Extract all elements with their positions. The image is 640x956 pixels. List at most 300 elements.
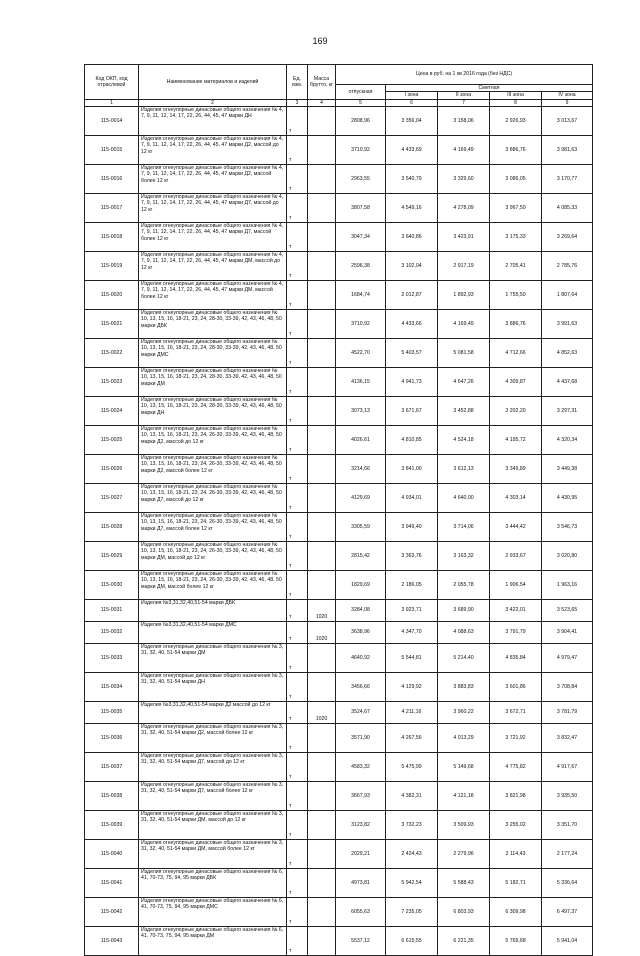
cell-release-price: 3305,59 <box>336 512 386 541</box>
cell-zone-4-price: 4 085,33 <box>542 193 593 222</box>
cell-name: Изделия огнеупорные динасовые общего назначения № 6, 41, 70-73, 75, 94, 95 марки ДМ <box>139 926 287 955</box>
cell-code: 115-0043 <box>85 926 139 955</box>
cell-unit: т <box>287 752 308 781</box>
cell-mass <box>308 926 336 955</box>
cell-mass: 1020 <box>308 621 336 643</box>
cell-mass <box>308 868 336 897</box>
cell-zone-3-price: 3 721,92 <box>490 723 542 752</box>
cell-zone-3-price: 2 705,41 <box>490 251 542 280</box>
table-row <box>85 810 593 839</box>
table-row <box>85 701 593 723</box>
cell-zone-4-price: 3 981,63 <box>542 135 593 164</box>
cell-zone-1-price: 5 475,99 <box>386 752 438 781</box>
cell-zone-4-price: 3 013,67 <box>542 106 593 135</box>
cell-zone-4-price: 4 430,95 <box>542 483 593 512</box>
cell-zone-2-price: 3 689,90 <box>438 599 490 621</box>
cell-zone-3-price: 3 086,05 <box>490 164 542 193</box>
cell-zone-1-price: 2 012,87 <box>386 280 438 309</box>
header-unit: Ед. изм. <box>287 65 308 100</box>
cell-mass <box>308 570 336 599</box>
cell-release-price: 3710,92 <box>336 309 386 338</box>
cell-zone-2-price: 4 640,00 <box>438 483 490 512</box>
cell-zone-4-price: 4 852,63 <box>542 338 593 367</box>
cell-name: Изделия огнеупорные динасовые общего назначения № 4, 7, 9, 11, 12, 14, 17, 22, 26, 44, 45, 47 марки Д2, массой до 12 кг <box>139 135 287 164</box>
cell-zone-2-price: 3 714,06 <box>438 512 490 541</box>
cell-zone-3-price: 4 195,72 <box>490 425 542 454</box>
cell-mass <box>308 106 336 135</box>
cell-zone-2-price: 2 917,19 <box>438 251 490 280</box>
cell-mass <box>308 454 336 483</box>
column-number: 7 <box>438 99 490 106</box>
header-zone-4: IV зона <box>542 92 593 99</box>
cell-zone-3-price: 4 712,66 <box>490 338 542 367</box>
cell-mass <box>308 193 336 222</box>
cell-release-price: 2963,55 <box>336 164 386 193</box>
cell-unit: т <box>287 222 308 251</box>
cell-unit: т <box>287 570 308 599</box>
cell-zone-1-price: 3 671,67 <box>386 396 438 425</box>
cell-unit: т <box>287 106 308 135</box>
cell-zone-1-price: 5 403,57 <box>386 338 438 367</box>
cell-name: Изделия огнеупорные динасовые общего назначения № 10, 13, 15, 16, 18-21, 23, 24, 26-30, 33-39, 42, 43, 46, 48, 50 марки ДМ, массой до 12 кг <box>139 541 287 570</box>
header-zone-2: II зона <box>438 92 490 99</box>
cell-zone-3-price: 3 601,86 <box>490 672 542 701</box>
cell-name: Изделия огнеупорные динасовые общего назначения № 3, 31, 32, 40, 51-54 марки Д7, массой до 12 кг <box>139 752 287 781</box>
cell-unit: т <box>287 164 308 193</box>
header-code: Код ОКП, код отраслевой <box>85 65 139 100</box>
cell-name: Изделия огнеупорные динасовые общего назначения № 3, 31, 32, 40, 51-54 марки Д2, массой более 12 кг <box>139 723 287 752</box>
cell-unit: т <box>287 425 308 454</box>
cell-code: 115-0028 <box>85 512 139 541</box>
cell-mass <box>308 643 336 672</box>
cell-zone-4-price: 1 807,64 <box>542 280 593 309</box>
cell-unit: т <box>287 309 308 338</box>
table-row <box>85 106 593 135</box>
table-row <box>85 222 593 251</box>
cell-zone-2-price: 5 149,68 <box>438 752 490 781</box>
header-name: Наименование материалов и изделий <box>139 65 287 100</box>
page-number: 169 <box>312 36 328 46</box>
cell-release-price: 4129,69 <box>336 483 386 512</box>
cell-release-price: 5537,12 <box>336 926 386 955</box>
cell-zone-1-price: 6 615,55 <box>386 926 438 955</box>
cell-mass <box>308 897 336 926</box>
table-row <box>85 839 593 868</box>
cell-zone-3-price: 3 422,01 <box>490 599 542 621</box>
cell-code: 115-0042 <box>85 897 139 926</box>
cell-zone-2-price: 2 055,78 <box>438 570 490 599</box>
cell-zone-2-price: 6 803,93 <box>438 897 490 926</box>
column-number: 5 <box>336 99 386 106</box>
header-zone-1: I зона <box>386 92 438 99</box>
cell-zone-2-price: 3 612,13 <box>438 454 490 483</box>
cell-name: Изделия огнеупорные динасовые общего назначения № 3, 31, 32, 40, 51-54 марки Д7, массой более 12 кг <box>139 781 287 810</box>
cell-release-price: 4583,32 <box>336 752 386 781</box>
cell-zone-2-price: 3 452,88 <box>438 396 490 425</box>
cell-mass <box>308 541 336 570</box>
cell-zone-1-price: 4 267,56 <box>386 723 438 752</box>
cell-name: Изделия №3,31,32,40,51-54 марки ДМС <box>139 621 287 643</box>
cell-zone-2-price: 3 509,93 <box>438 810 490 839</box>
table-row <box>85 280 593 309</box>
table-row <box>85 781 593 810</box>
cell-zone-4-price: 4 320,34 <box>542 425 593 454</box>
cell-zone-2-price: 4 169,49 <box>438 135 490 164</box>
cell-zone-1-price: 3 540,79 <box>386 164 438 193</box>
table-body <box>85 106 593 955</box>
table-row <box>85 512 593 541</box>
cell-release-price: 2815,42 <box>336 541 386 570</box>
cell-zone-1-price: 4 347,70 <box>386 621 438 643</box>
cell-zone-4-price: 3 781,79 <box>542 701 593 723</box>
cell-name: Изделия №3,31,32,40,51-54 марки Д2 массой до 12 кг <box>139 701 287 723</box>
cell-release-price: 3524,67 <box>336 701 386 723</box>
cell-zone-1-price: 4 211,16 <box>386 701 438 723</box>
cell-name: Изделия огнеупорные динасовые общего назначения № 3, 31, 32, 40, 51-54 марки ДМ <box>139 643 287 672</box>
cell-zone-3-price: 4 775,82 <box>490 752 542 781</box>
cell-zone-4-price: 1 963,16 <box>542 570 593 599</box>
cell-zone-1-price: 3 732,23 <box>386 810 438 839</box>
cell-code: 115-0037 <box>85 752 139 781</box>
cell-zone-4-price: 4 437,68 <box>542 367 593 396</box>
cell-mass <box>308 280 336 309</box>
cell-code: 115-0026 <box>85 454 139 483</box>
table-row <box>85 752 593 781</box>
cell-name: Изделия огнеупорные динасовые общего назначения № 6, 41, 70-73, 75, 94, 95 марки ДБК <box>139 868 287 897</box>
cell-zone-1-price: 4 810,85 <box>386 425 438 454</box>
cell-zone-3-price: 6 309,98 <box>490 897 542 926</box>
header-estimate: Сметная <box>386 85 593 92</box>
table-row <box>85 599 593 621</box>
cell-zone-3-price: 3 255,02 <box>490 810 542 839</box>
cell-zone-1-price: 4 934,01 <box>386 483 438 512</box>
table-row <box>85 570 593 599</box>
cell-zone-2-price: 3 883,83 <box>438 672 490 701</box>
cell-release-price: 3073,13 <box>336 396 386 425</box>
cell-zone-1-price: 5 942,54 <box>386 868 438 897</box>
cell-zone-2-price: 4 169,49 <box>438 309 490 338</box>
cell-zone-2-price: 4 121,18 <box>438 781 490 810</box>
cell-code: 115-0031 <box>85 599 139 621</box>
cell-zone-2-price: 6 221,35 <box>438 926 490 955</box>
table-row <box>85 164 593 193</box>
cell-zone-3-price: 3 672,71 <box>490 701 542 723</box>
cell-name: Изделия огнеупорные динасовые общего назначения № 10, 13, 15, 16, 18-21, 23, 24, 26-30, 33-39, 42, 43, 46, 48, 50 марки Д2, массой до 12 кг <box>139 425 287 454</box>
header-mass: Масса брутто, кг <box>308 65 336 100</box>
cell-zone-2-price: 1 892,93 <box>438 280 490 309</box>
cell-zone-4-price: 3 351,70 <box>542 810 593 839</box>
cell-code: 115-0033 <box>85 643 139 672</box>
cell-release-price: 4522,70 <box>336 338 386 367</box>
cell-release-price: 3807,58 <box>336 193 386 222</box>
cell-name: Изделия огнеупорные динасовые общего назначения № 4, 7, 9, 11, 12, 14, 17, 22, 26, 44, 45, 47 марки ДМ, массой более 12 кг <box>139 280 287 309</box>
cell-unit: т <box>287 781 308 810</box>
column-number: 6 <box>386 99 438 106</box>
cell-name: Изделия огнеупорные динасовые общего назначения № 10, 13, 15, 16, 18-21, 23, 24, 26-30, 33-39, 42, 43, 46, 48, 50 марки Д7, массой более 12 кг <box>139 512 287 541</box>
cell-zone-3-price: 2 114,43 <box>490 839 542 868</box>
cell-unit: т <box>287 723 308 752</box>
cell-zone-3-price: 4 835,84 <box>490 643 542 672</box>
cell-release-price: 2029,21 <box>336 839 386 868</box>
cell-zone-1-price: 4 549,16 <box>386 193 438 222</box>
cell-zone-1-price: 3 363,76 <box>386 541 438 570</box>
cell-zone-4-price: 3 523,65 <box>542 599 593 621</box>
cell-unit: т <box>287 599 308 621</box>
cell-name: Изделия огнеупорные динасовые общего назначения № 4, 7, 9, 11, 12, 14, 17, 22, 26, 44, 45, 47 марки ДН <box>139 106 287 135</box>
cell-unit: т <box>287 868 308 897</box>
cell-zone-4-price: 3 904,41 <box>542 621 593 643</box>
cell-zone-1-price: 3 356,04 <box>386 106 438 135</box>
table-row <box>85 723 593 752</box>
cell-mass <box>308 752 336 781</box>
cell-zone-1-price: 4 941,73 <box>386 367 438 396</box>
cell-unit: т <box>287 454 308 483</box>
cell-zone-3-price: 3 886,76 <box>490 135 542 164</box>
cell-code: 115-0021 <box>85 309 139 338</box>
cell-zone-3-price: 3 821,98 <box>490 781 542 810</box>
cell-code: 115-0030 <box>85 570 139 599</box>
cell-mass: 1020 <box>308 599 336 621</box>
cell-zone-3-price: 3 791,79 <box>490 621 542 643</box>
cell-zone-3-price: 3 444,42 <box>490 512 542 541</box>
table-row <box>85 367 593 396</box>
cell-unit: т <box>287 483 308 512</box>
cell-zone-2-price: 4 524,18 <box>438 425 490 454</box>
cell-zone-3-price: 3 967,50 <box>490 193 542 222</box>
cell-zone-2-price: 2 279,96 <box>438 839 490 868</box>
cell-code: 115-0017 <box>85 193 139 222</box>
cell-zone-3-price: 5 769,68 <box>490 926 542 955</box>
cell-name: Изделия огнеупорные динасовые общего назначения № 10, 13, 15, 16, 18-21, 23, 24, 28-30, 33-39, 42, 43, 46, 48, 50 марки ДМС <box>139 338 287 367</box>
table-row <box>85 897 593 926</box>
cell-zone-2-price: 5 588,43 <box>438 868 490 897</box>
table-row <box>85 454 593 483</box>
cell-unit: т <box>287 701 308 723</box>
cell-zone-3-price: 3 886,76 <box>490 309 542 338</box>
cell-name: Изделия огнеупорные динасовые общего назначения № 10, 13, 15, 16, 18-21, 23, 24, 26-30, 33-39, 42, 43, 46, 48, 50 марки ДМ, массой более 12 кг <box>139 570 287 599</box>
cell-release-price: 3047,34 <box>336 222 386 251</box>
cell-code: 115-0016 <box>85 164 139 193</box>
table-row <box>85 672 593 701</box>
cell-mass <box>308 425 336 454</box>
table-row <box>85 193 593 222</box>
cell-name: Изделия огнеупорные динасовые общего назначения № 4, 7, 9, 11, 12, 14, 17, 22, 26, 44, 45, 47 марки Д2, массой более 12 кг <box>139 164 287 193</box>
cell-code: 115-0014 <box>85 106 139 135</box>
cell-mass <box>308 164 336 193</box>
cell-release-price: 3571,90 <box>336 723 386 752</box>
cell-zone-4-price: 5 941,04 <box>542 926 593 955</box>
table-row <box>85 926 593 955</box>
cell-code: 115-0035 <box>85 701 139 723</box>
cell-zone-2-price: 4 013,29 <box>438 723 490 752</box>
cell-release-price: 2596,38 <box>336 251 386 280</box>
cell-zone-2-price: 4 647,26 <box>438 367 490 396</box>
cell-code: 115-0023 <box>85 367 139 396</box>
header-zone-3: III зона <box>490 92 542 99</box>
cell-zone-3-price: 4 309,87 <box>490 367 542 396</box>
cell-zone-1-price: 4 433,66 <box>386 309 438 338</box>
cell-zone-1-price: 7 235,05 <box>386 897 438 926</box>
cell-release-price: 4136,15 <box>336 367 386 396</box>
cell-code: 115-0040 <box>85 839 139 868</box>
cell-code: 115-0039 <box>85 810 139 839</box>
cell-zone-1-price: 4 433,69 <box>386 135 438 164</box>
cell-mass <box>308 222 336 251</box>
cell-zone-4-price: 3 935,50 <box>542 781 593 810</box>
cell-unit: т <box>287 135 308 164</box>
cell-unit: т <box>287 643 308 672</box>
cell-zone-4-price: 3 449,38 <box>542 454 593 483</box>
table-row <box>85 425 593 454</box>
cell-zone-3-price: 2 933,67 <box>490 541 542 570</box>
cell-zone-1-price: 5 544,81 <box>386 643 438 672</box>
header-release: отпускная <box>336 85 386 100</box>
cell-zone-2-price: 4 088,63 <box>438 621 490 643</box>
table-row <box>85 643 593 672</box>
cell-zone-2-price: 4 278,09 <box>438 193 490 222</box>
cell-name: Изделия огнеупорные динасовые общего назначения № 10, 13, 15, 16, 18-21, 23, 24, 28-30, 33-39, 42, 43, 46, 48, 50 марки ДБК <box>139 309 287 338</box>
table-row <box>85 251 593 280</box>
cell-zone-1-price: 3 640,86 <box>386 222 438 251</box>
cell-mass <box>308 309 336 338</box>
cell-release-price: 3638,96 <box>336 621 386 643</box>
cell-zone-2-price: 3 960,22 <box>438 701 490 723</box>
cell-code: 115-0038 <box>85 781 139 810</box>
cell-zone-1-price: 2 424,43 <box>386 839 438 868</box>
cell-code: 115-0036 <box>85 723 139 752</box>
cell-release-price: 1829,69 <box>336 570 386 599</box>
cell-zone-1-price: 3 841,00 <box>386 454 438 483</box>
cell-name: Изделия огнеупорные динасовые общего назначения № 10, 13, 15, 16, 18-21, 23, 24, 26-30, 33-39, 42, 43, 46, 48, 50 марки Д7, массой до 12 кг <box>139 483 287 512</box>
cell-name: Изделия огнеупорные динасовые общего назначения № 10, 13, 15, 16, 18-21, 23, 24, 26-30, 33-39, 42, 43, 46, 48, 50 марки Д2, массой более 12 кг <box>139 454 287 483</box>
cell-mass <box>308 135 336 164</box>
cell-zone-2-price: 3 329,60 <box>438 164 490 193</box>
cell-release-price: 3456,66 <box>336 672 386 701</box>
cell-mass <box>308 251 336 280</box>
column-number: 2 <box>139 99 287 106</box>
cell-mass <box>308 839 336 868</box>
table-row <box>85 135 593 164</box>
cell-zone-3-price: 5 182,71 <box>490 868 542 897</box>
cell-unit: т <box>287 810 308 839</box>
column-number: 8 <box>490 99 542 106</box>
cell-unit: т <box>287 926 308 955</box>
cell-mass: 1020 <box>308 701 336 723</box>
table-row <box>85 621 593 643</box>
cell-name: Изделия огнеупорные динасовые общего назначения № 3, 31, 32, 40, 51-54 марки ДН <box>139 672 287 701</box>
cell-zone-4-price: 4 979,47 <box>542 643 593 672</box>
cell-release-price: 4973,81 <box>336 868 386 897</box>
cell-release-price: 3710,92 <box>336 135 386 164</box>
cell-zone-4-price: 3 297,31 <box>542 396 593 425</box>
cell-unit: т <box>287 839 308 868</box>
cell-zone-4-price: 2 785,76 <box>542 251 593 280</box>
cell-name: Изделия огнеупорные динасовые общего назначения № 3, 31, 32, 40, 51-54 марки ДМ, массой более 12 кг <box>139 839 287 868</box>
cell-code: 115-0025 <box>85 425 139 454</box>
cell-zone-1-price: 3 102,04 <box>386 251 438 280</box>
cell-unit: т <box>287 396 308 425</box>
cell-unit: т <box>287 621 308 643</box>
cell-zone-4-price: 3 546,73 <box>542 512 593 541</box>
column-number: 1 <box>85 99 139 106</box>
cell-unit: т <box>287 897 308 926</box>
table-row <box>85 868 593 897</box>
cell-release-price: 3284,08 <box>336 599 386 621</box>
cell-code: 115-0022 <box>85 338 139 367</box>
cell-name: Изделия огнеупорные динасовые общего назначения № 4, 7, 9, 11, 12, 14, 17, 22, 26, 44, 45, 47 марки ДМ, массой до 12 кг <box>139 251 287 280</box>
cell-zone-3-price: 2 926,93 <box>490 106 542 135</box>
cell-zone-1-price: 4 129,92 <box>386 672 438 701</box>
price-table <box>84 64 593 956</box>
table-row <box>85 541 593 570</box>
cell-zone-3-price: 3 175,33 <box>490 222 542 251</box>
cell-mass <box>308 483 336 512</box>
cell-code: 115-0029 <box>85 541 139 570</box>
cell-zone-4-price: 3 269,64 <box>542 222 593 251</box>
column-number: 9 <box>542 99 593 106</box>
cell-code: 115-0041 <box>85 868 139 897</box>
cell-release-price: 3123,82 <box>336 810 386 839</box>
cell-mass <box>308 672 336 701</box>
table-row <box>85 396 593 425</box>
cell-zone-4-price: 3 708,84 <box>542 672 593 701</box>
cell-unit: т <box>287 541 308 570</box>
cell-name: Изделия огнеупорные динасовые общего назначения № 6, 41, 70-73, 75, 94, 95 марки ДМС <box>139 897 287 926</box>
cell-release-price: 3214,66 <box>336 454 386 483</box>
cell-zone-4-price: 3 170,77 <box>542 164 593 193</box>
cell-zone-4-price: 5 336,64 <box>542 868 593 897</box>
cell-zone-2-price: 5 214,40 <box>438 643 490 672</box>
cell-mass <box>308 512 336 541</box>
cell-zone-1-price: 2 186,05 <box>386 570 438 599</box>
cell-release-price: 1684,74 <box>336 280 386 309</box>
cell-zone-2-price: 3 163,32 <box>438 541 490 570</box>
cell-mass <box>308 338 336 367</box>
cell-release-price: 2808,96 <box>336 106 386 135</box>
cell-zone-3-price: 3 349,89 <box>490 454 542 483</box>
cell-code: 115-0020 <box>85 280 139 309</box>
cell-zone-4-price: 4 917,67 <box>542 752 593 781</box>
cell-name: Изделия огнеупорные динасовые общего назначения № 4, 7, 9, 11, 12, 14, 17, 22, 26, 44, 45, 47 марки Д7, массой более 12 кг <box>139 222 287 251</box>
cell-mass <box>308 723 336 752</box>
table-row <box>85 338 593 367</box>
cell-zone-3-price: 3 202,20 <box>490 396 542 425</box>
column-number: 3 <box>287 99 308 106</box>
cell-mass <box>308 781 336 810</box>
cell-unit: т <box>287 367 308 396</box>
cell-name: Изделия огнеупорные динасовые общего назначения № 10, 13, 15, 16, 18-21, 23, 24, 28-30, 33-39, 42, 43, 46, 48, 50 марки ДМ <box>139 367 287 396</box>
cell-zone-2-price: 5 081,58 <box>438 338 490 367</box>
cell-mass <box>308 396 336 425</box>
cell-zone-3-price: 1 906,54 <box>490 570 542 599</box>
table-row <box>85 309 593 338</box>
cell-unit: т <box>287 251 308 280</box>
cell-release-price: 6055,63 <box>336 897 386 926</box>
cell-mass <box>308 810 336 839</box>
cell-unit: т <box>287 193 308 222</box>
cell-mass <box>308 367 336 396</box>
cell-unit: т <box>287 338 308 367</box>
cell-code: 115-0018 <box>85 222 139 251</box>
table-row <box>85 483 593 512</box>
cell-zone-4-price: 3 832,47 <box>542 723 593 752</box>
cell-zone-3-price: 4 303,14 <box>490 483 542 512</box>
cell-code: 115-0034 <box>85 672 139 701</box>
header-price-group: Цена в руб. на 1 кв 2016 года (без НДС) <box>336 65 593 85</box>
cell-zone-4-price: 3 020,80 <box>542 541 593 570</box>
cell-name: Изделия №3,31,32,40,51-54 марки ДБК <box>139 599 287 621</box>
cell-name: Изделия огнеупорные динасовые общего назначения № 4, 7, 9, 11, 12, 14, 17, 22, 26, 44, 45, 47 марки Д7, массой до 12 кг <box>139 193 287 222</box>
